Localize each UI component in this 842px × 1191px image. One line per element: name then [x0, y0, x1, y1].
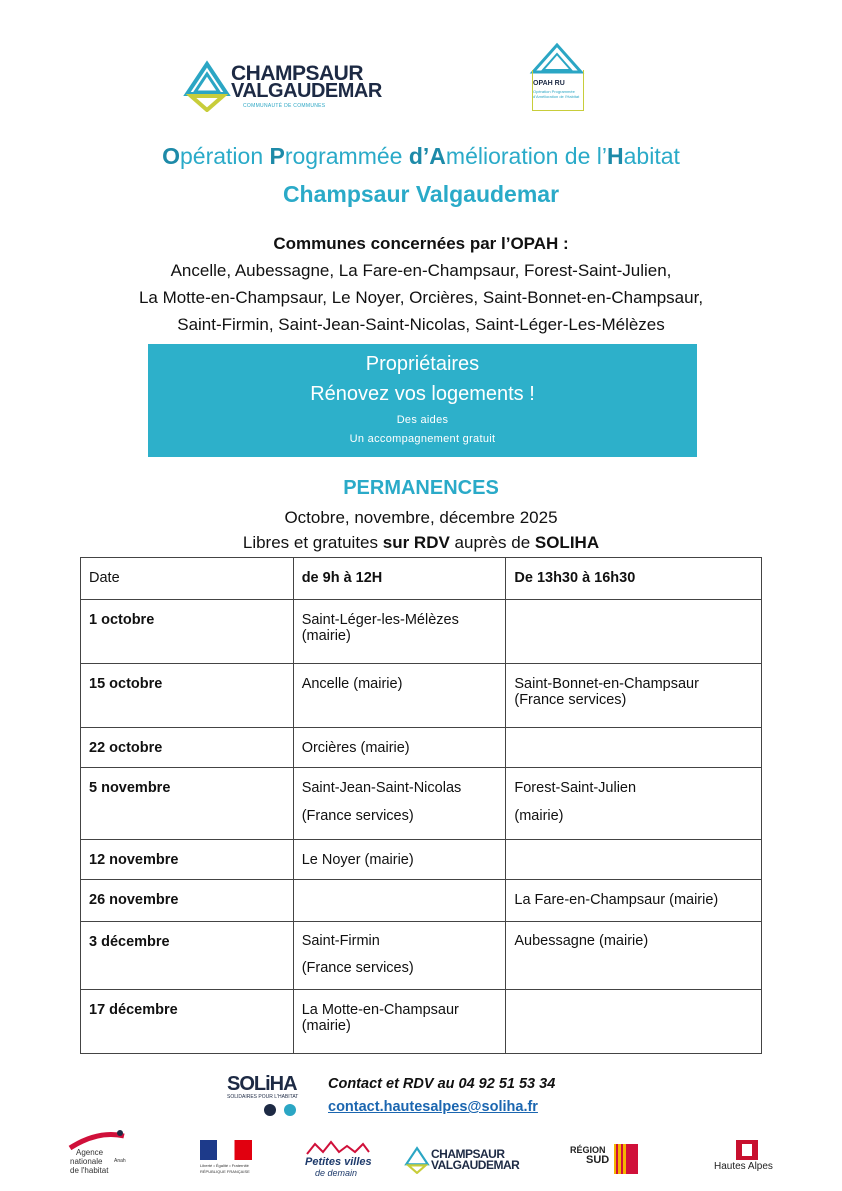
- table-row: [81, 880, 762, 922]
- schedule-table: [80, 557, 762, 1054]
- logo-cv-tagline: COMMUNAUTÉ DE COMMUNES: [243, 103, 326, 109]
- row-morning: [293, 990, 506, 1054]
- anah-line3: de l'habitat: [70, 1166, 109, 1175]
- afternoon-line1: Saint-Bonnet-en-Champsaur: [514, 676, 699, 692]
- title-initial-o: O: [162, 143, 180, 169]
- morning-line2: (France services): [301, 960, 414, 976]
- anah-line1: Agence: [76, 1148, 104, 1157]
- header-date: Date: [81, 558, 294, 600]
- row-date: 26 novembre: [81, 880, 294, 922]
- row-date: 22 octobre: [81, 728, 294, 768]
- logo-cv-line1: CHAMPSAUR: [231, 62, 363, 85]
- contact-email-link[interactable]: contact.hautesalpes@soliha.fr: [328, 1099, 538, 1115]
- title-initial-p: P: [269, 143, 285, 169]
- row-morning: [293, 728, 506, 768]
- soliha-tagline: SOLIDAIRES POUR L'HABITAT: [227, 1094, 299, 1100]
- morning-line1: La Motte-en-Champsaur: [301, 1002, 459, 1018]
- anah-line2: nationale: [70, 1157, 103, 1166]
- table-row: [81, 990, 762, 1054]
- owners-banner: [148, 344, 697, 457]
- row-morning: [293, 600, 506, 664]
- anah-logo: [68, 1128, 138, 1178]
- banner-line3: Des aides: [396, 414, 449, 426]
- morning-line1: Saint-Firmin: [301, 933, 380, 949]
- note-b: sur RDV: [382, 533, 450, 552]
- communes-line-2: La Motte-en-Champsaur, Le Noyer, Orcières, Saint-Bonnet-en-Champsaur,: [138, 288, 704, 307]
- region-sud-logo: [570, 1144, 640, 1180]
- morning-line1: Saint-Léger-les-Mélèzes: [301, 612, 459, 628]
- logo-cv-line2: VALGAUDEMAR: [231, 80, 382, 102]
- title-part3: mélioration de l’: [445, 143, 607, 169]
- rf-motto: Liberté • Égalité • Fraternité: [200, 1163, 249, 1168]
- communes-heading: Communes concernées par l’OPAH :: [273, 234, 569, 253]
- row-date: 3 décembre: [81, 922, 294, 990]
- page-title-line1: [0, 143, 842, 170]
- rf-flag-icon: [200, 1140, 252, 1160]
- row-afternoon: [506, 990, 762, 1054]
- row-date: 5 novembre: [81, 768, 294, 840]
- row-morning: [293, 840, 506, 880]
- petites-villes-line1: Petites villes: [305, 1156, 372, 1168]
- footer-mountain-icon: [404, 1146, 430, 1174]
- communes-line-1: Ancelle, Aubessagne, La Fare-en-Champsaur, Forest-Saint-Julien,: [170, 261, 672, 280]
- row-afternoon: [506, 728, 762, 768]
- table-row: [81, 922, 762, 990]
- hautes-alpes-crest-icon: [736, 1140, 758, 1160]
- communes-line-3: Saint-Firmin, Saint-Jean-Saint-Nicolas, Saint-Léger-Les-Mélèzes: [177, 315, 665, 334]
- morning-line1: Saint-Jean-Saint-Nicolas: [301, 780, 462, 796]
- soliha-badges-icon: [263, 1103, 303, 1117]
- note-a: Libres et gratuites: [242, 533, 383, 552]
- afternoon-line2: (France services): [514, 692, 627, 708]
- contact-phone: Contact et RDV au 04 92 51 53 34: [328, 1076, 556, 1092]
- opah-line2: Opération Programmée d'Amélioration de l'Habitat: [533, 89, 580, 99]
- banner-line4: Un accompagnement gratuit: [349, 433, 496, 445]
- footer-cv-line2: VALGAUDEMAR: [431, 1158, 520, 1172]
- row-date: 15 octobre: [81, 664, 294, 728]
- hautes-alpes-logo: [712, 1140, 784, 1176]
- morning-line1: Orcières (mairie): [301, 740, 410, 756]
- title-part2: rogrammée: [284, 143, 409, 169]
- afternoon-line2: (mairie): [514, 808, 564, 824]
- banner-line2: Rénovez vos logements !: [310, 383, 535, 405]
- row-date: 12 novembre: [81, 840, 294, 880]
- table-row: [81, 664, 762, 728]
- title-part1: pération: [180, 143, 270, 169]
- afternoon-line1: Forest-Saint-Julien: [514, 780, 637, 796]
- permanences-heading: PERMANENCES: [343, 477, 499, 499]
- morning-line1: Le Noyer (mairie): [301, 852, 414, 868]
- row-afternoon: [506, 880, 762, 922]
- morning-line2: (mairie): [301, 628, 351, 644]
- row-date: 1 octobre: [81, 600, 294, 664]
- title-part4: abitat: [623, 143, 680, 169]
- petites-villes-roofs-icon: [305, 1138, 371, 1156]
- note-c: auprès de: [449, 533, 535, 552]
- table-row: [81, 728, 762, 768]
- table-header-row: [81, 558, 762, 600]
- table-row: [81, 840, 762, 880]
- row-afternoon: [506, 922, 762, 990]
- note-d: SOLIHA: [534, 533, 600, 552]
- row-afternoon: [506, 600, 762, 664]
- afternoon-line1: La Fare-en-Champsaur (mairie): [514, 892, 719, 908]
- champsaur-valgaudemar-logo: [183, 58, 382, 114]
- banner-line1: Propriétaires: [365, 353, 480, 375]
- rf-name: RÉPUBLIQUE FRANÇAISE: [200, 1169, 250, 1174]
- header-afternoon: De 13h30 à 16h30: [506, 558, 762, 600]
- row-morning: [293, 922, 506, 990]
- page-title-line2: Champsaur Valgaudemar: [282, 181, 560, 207]
- morning-line2: (France services): [301, 808, 414, 824]
- header-morning: de 9h à 12H: [293, 558, 506, 600]
- footer-cv-line1: CHAMPSAUR: [431, 1147, 505, 1161]
- title-initial-h: H: [607, 143, 624, 169]
- afternoon-line1: Aubessagne (mairie): [514, 933, 649, 949]
- permanences-note: [0, 533, 842, 553]
- soliha-wordmark: SOLiHA: [227, 1073, 297, 1095]
- petites-villes-line2: de demain: [315, 1168, 358, 1178]
- region-sud-line2: SUD: [586, 1154, 610, 1166]
- anah-swoosh-icon: [68, 1128, 128, 1150]
- row-afternoon: [506, 664, 762, 728]
- table-row: [81, 600, 762, 664]
- row-morning: [293, 880, 506, 922]
- row-date: 17 décembre: [81, 990, 294, 1054]
- hautes-alpes-label: Hautes Alpes: [714, 1161, 773, 1172]
- region-sud-crest-icon: [614, 1144, 638, 1174]
- opah-ru-logo: [527, 42, 587, 112]
- soliha-logo: [225, 1073, 305, 1118]
- footer-champsaur-logo: [404, 1146, 520, 1180]
- petites-villes-logo: [303, 1138, 375, 1180]
- anah-mark: Anah: [114, 1158, 126, 1164]
- region-sud-line1: RÉGION: [570, 1145, 606, 1155]
- mountain-logo-icon: [183, 60, 231, 112]
- table-row: [81, 768, 762, 840]
- row-morning: [293, 664, 506, 728]
- title-initial-d: d’A: [408, 143, 446, 169]
- row-afternoon: [506, 768, 762, 840]
- opah-line1: OPAH RU: [533, 80, 565, 87]
- row-morning: [293, 768, 506, 840]
- republique-francaise-logo: [200, 1140, 255, 1176]
- morning-line2: (mairie): [301, 1018, 351, 1034]
- permanences-period: Octobre, novembre, décembre 2025: [284, 508, 558, 527]
- morning-line1: Ancelle (mairie): [301, 676, 403, 692]
- row-afternoon: [506, 840, 762, 880]
